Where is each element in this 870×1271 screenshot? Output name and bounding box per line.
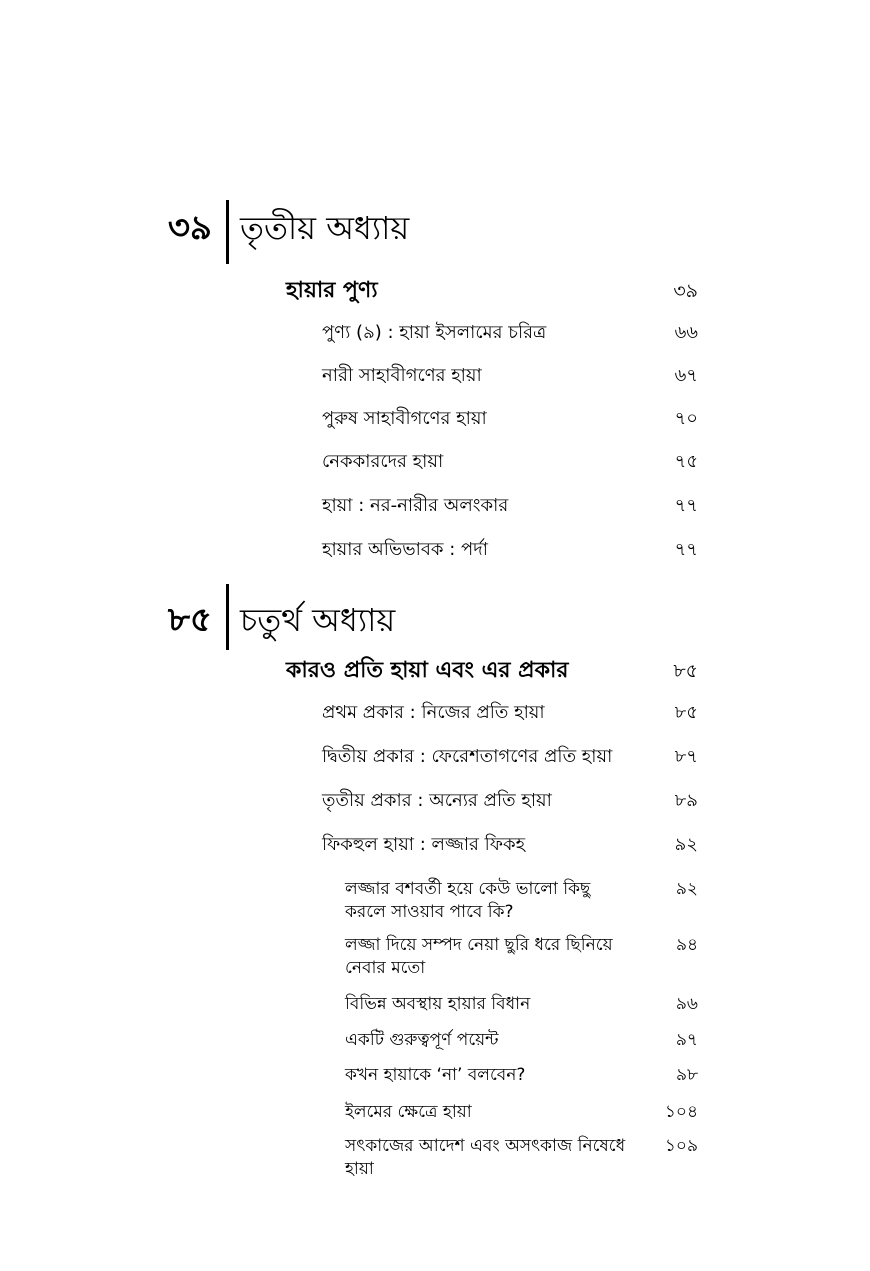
toc-subentry-title: কখন হায়াকে ‘না’ বলবেন? <box>345 1065 526 1085</box>
toc-subentry-title: লজ্জা দিয়ে সম্পদ নেয়া ছুরি ধরে ছিনিয়ে নেবার মতো <box>345 935 613 978</box>
toc-page-number: ৮৫ <box>674 702 698 723</box>
toc-page-number: ৯৪ <box>675 935 698 955</box>
toc-section-title: হায়ার পুণ্য <box>286 278 378 303</box>
toc-page-number: ১০৪ <box>664 1102 698 1122</box>
toc-page-number: ৭০ <box>674 408 698 429</box>
toc-entry-title: নারী সাহাবীগণের হায়া <box>322 365 482 386</box>
toc-entry[interactable] <box>322 700 698 726</box>
toc-subentry[interactable] <box>345 1064 698 1087</box>
toc-page-number: ৮৯ <box>674 790 698 811</box>
toc-subentry-title: ইলমের ক্ষেত্রে হায়া <box>345 1102 472 1122</box>
toc-entry[interactable] <box>322 320 698 346</box>
toc-entry-title: প্রথম প্রকার : নিজের প্রতি হায়া <box>322 702 545 723</box>
toc-page-number: ৯২ <box>674 834 698 855</box>
toc-entry[interactable] <box>322 449 698 475</box>
toc-page-number: ৯৬ <box>675 994 698 1014</box>
toc-page-number: ৭৭ <box>674 495 698 516</box>
toc-subentry[interactable] <box>345 934 698 980</box>
toc-subentry[interactable] <box>345 1029 698 1052</box>
toc-entry-title: হায়ার অভিভাবক : পর্দা <box>322 539 488 560</box>
chapter-divider <box>226 200 229 264</box>
toc-page-number: ৯৭ <box>675 1030 698 1050</box>
toc-page-number: ১০৯ <box>664 1136 698 1156</box>
toc-entry-title: হায়া : নর-নারীর অলংকার <box>322 495 509 516</box>
toc-page-number: ৮৫ <box>673 660 698 682</box>
toc-section-title: কারও প্রতি হায়া এবং এর প্রকার <box>286 658 569 683</box>
toc-subentry[interactable] <box>345 1135 698 1181</box>
toc-page-number: ৯৮ <box>675 1065 698 1085</box>
toc-page-number: ৭৭ <box>674 539 698 560</box>
toc-subentry-title: বিভিন্ন অবস্থায় হায়ার বিধান <box>345 994 531 1014</box>
toc-entry[interactable] <box>322 744 698 770</box>
toc-subentry[interactable] <box>345 1101 698 1124</box>
toc-page-number: ৯২ <box>675 879 698 899</box>
toc-section[interactable] <box>286 656 698 686</box>
toc-entry-title: পুরুষ সাহাবীগণের হায়া <box>322 408 487 429</box>
toc-page-number: ৬৬ <box>674 322 698 343</box>
chapter-title: চতুর্থ অধ্যায় <box>240 601 396 639</box>
toc-entry[interactable] <box>322 363 698 389</box>
toc-entry-title: তৃতীয় প্রকার : অন্যের প্রতি হায়া <box>322 790 552 811</box>
toc-subentry-title: লজ্জার বশবর্তী হয়ে কেউ ভালো কিছু করলে সাওয়াব পাবে কি? <box>345 879 591 922</box>
toc-page-number: ৬৭ <box>674 365 698 386</box>
toc-entry-title: দ্বিতীয় প্রকার : ফেরেশতাগণের প্রতি হায়া <box>322 746 613 767</box>
toc-entry[interactable] <box>322 788 698 814</box>
chapter-heading-4 <box>0 600 870 660</box>
chapter-divider <box>226 584 229 650</box>
toc-page-number: ৩৯ <box>673 280 698 302</box>
chapter-heading-3 <box>0 208 870 268</box>
toc-subentry-title: সৎকাজের আদেশ এবং অসৎকাজ নিষেধে হায়া <box>345 1136 626 1179</box>
toc-entry[interactable] <box>322 537 698 563</box>
toc-entry[interactable] <box>322 493 698 519</box>
toc-entry[interactable] <box>322 832 698 858</box>
toc-subentry[interactable] <box>345 878 698 924</box>
chapter-number: ৮৫ <box>167 600 212 640</box>
toc-page-number: ৮৭ <box>674 746 698 767</box>
toc-section[interactable] <box>286 276 698 306</box>
toc-entry-title: নেককারদের হায়া <box>322 451 444 472</box>
toc-page-number: ৭৫ <box>674 451 698 472</box>
toc-entry-title: ফিকহুল হায়া : লজ্জার ফিকহ <box>322 834 526 855</box>
toc-entry-title: পুণ্য (৯) : হায়া ইসলামের চরিত্র <box>322 322 547 343</box>
toc-subentry[interactable] <box>345 993 698 1016</box>
toc-subentry-title: একটি গুরুত্বপূর্ণ পয়েন্ট <box>345 1030 499 1050</box>
chapter-number: ৩৯ <box>167 208 212 248</box>
toc-entry[interactable] <box>322 406 698 432</box>
chapter-title: তৃতীয় অধ্যায় <box>240 209 410 247</box>
